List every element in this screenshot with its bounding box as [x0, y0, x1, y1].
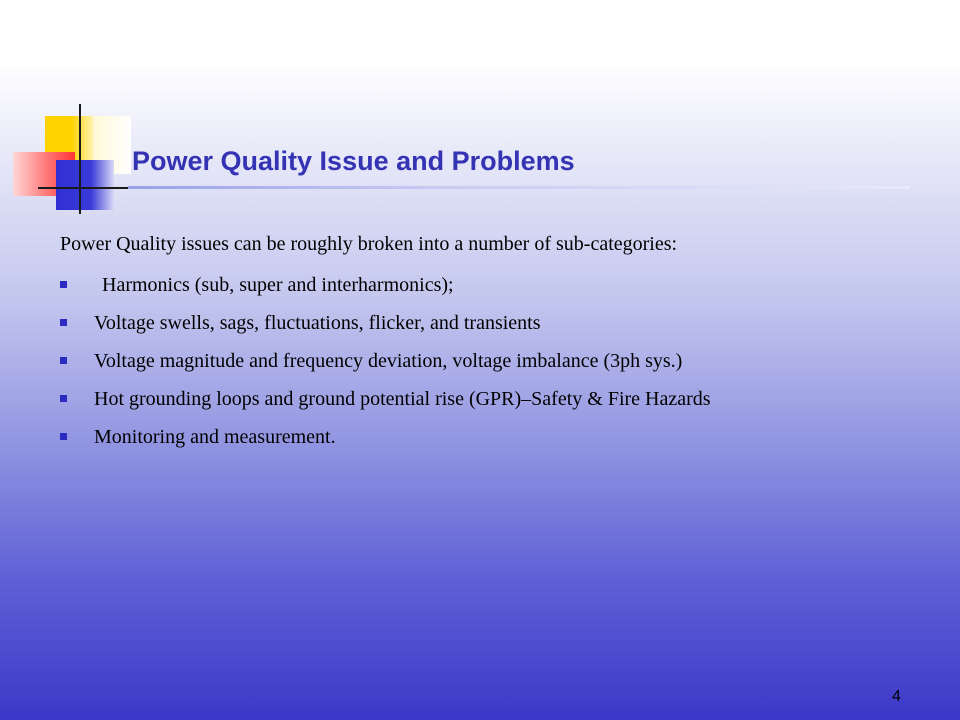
list-item-text: Harmonics (sub, super and interharmonics); — [102, 274, 454, 296]
list-item-text: Voltage swells, sags, fluctuations, flicker, and transients — [94, 312, 541, 334]
list-item — [60, 308, 905, 339]
list-item — [60, 384, 905, 415]
list-item-text: Hot grounding loops and ground potential rise (GPR)–Safety & Fire Hazards — [94, 388, 711, 410]
square-bullet-icon — [60, 319, 67, 326]
square-bullet-icon — [60, 281, 67, 288]
bullet-list — [60, 270, 905, 460]
slide-title: Power Quality Issue and Problems — [132, 146, 575, 176]
list-item — [60, 346, 905, 377]
square-bullet-icon — [60, 357, 67, 364]
intro-text: Power Quality issues can be roughly broken into a number of sub-categories: — [60, 233, 678, 255]
colored-squares-logo-icon — [10, 100, 140, 220]
title-underline — [128, 186, 910, 189]
list-item-text: Monitoring and measurement. — [94, 426, 336, 448]
list-item — [60, 422, 905, 453]
list-item-text: Voltage magnitude and frequency deviation, voltage imbalance (3ph sys.) — [94, 350, 683, 372]
logo-vertical-line — [79, 104, 81, 214]
page-number: 4 — [892, 688, 901, 705]
logo-horizontal-line — [38, 187, 136, 189]
logo-blue-square — [56, 160, 114, 210]
square-bullet-icon — [60, 433, 67, 440]
square-bullet-icon — [60, 395, 67, 402]
list-item — [60, 270, 905, 301]
